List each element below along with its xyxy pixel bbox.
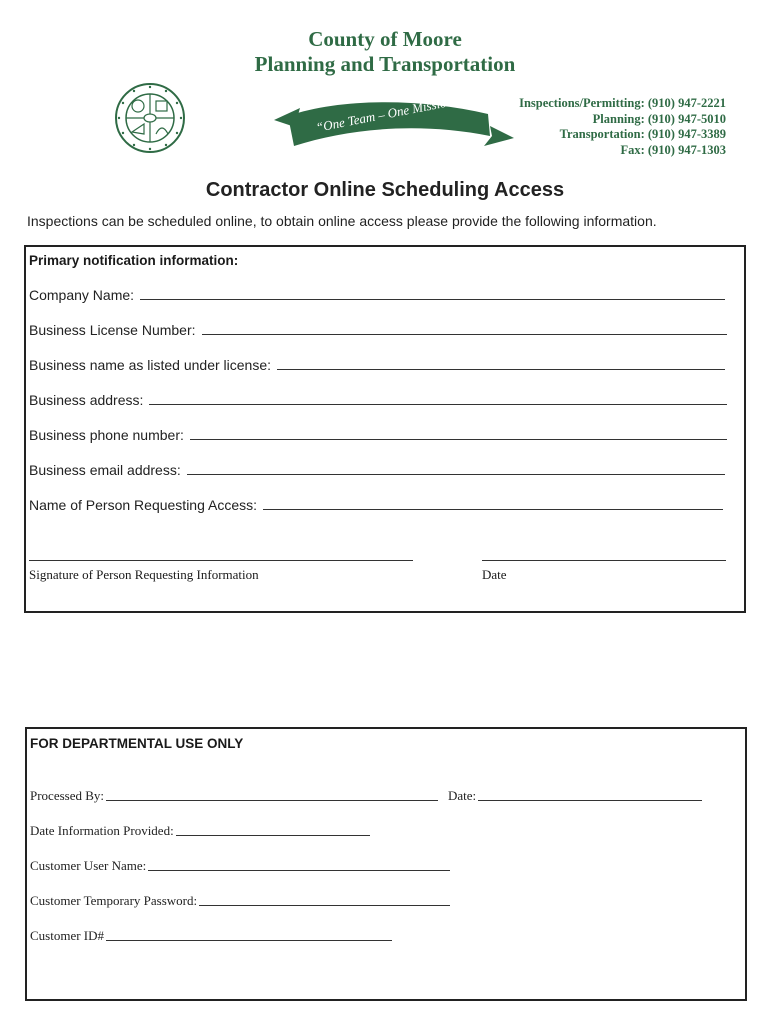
- customer-id-field[interactable]: [30, 928, 392, 944]
- company-name-label: Company Name:: [29, 287, 135, 303]
- contact-inspections: Inspections/Permitting: (910) 947-2221: [519, 96, 726, 110]
- business-phone-label: Business phone number:: [29, 427, 184, 443]
- org-name: County of Moore: [308, 27, 462, 51]
- business-name-field[interactable]: [29, 357, 725, 373]
- signature-label: Signature of Person Requesting Information: [29, 567, 259, 582]
- processed-by-label: Processed By:: [30, 788, 105, 803]
- signature-line[interactable]: [29, 560, 413, 561]
- business-name-label: Business name as listed under license:: [29, 357, 272, 373]
- contact-planning: Planning: (910) 947-5010: [592, 111, 726, 126]
- contact-transportation: Transportation: (910) 947-3389: [559, 127, 726, 142]
- contact-list: [519, 96, 726, 158]
- business-email-field[interactable]: [29, 462, 725, 478]
- processed-date-field[interactable]: [448, 788, 702, 804]
- requester-name-field[interactable]: [29, 497, 723, 513]
- temp-password-field[interactable]: [30, 893, 450, 909]
- company-name-field[interactable]: [29, 287, 725, 303]
- county-seal-icon: [114, 82, 186, 154]
- contact-fax: Fax: (910) 947-1303: [620, 142, 726, 157]
- business-address-label: Business address:: [29, 392, 144, 408]
- primary-info-box: [24, 245, 746, 613]
- departmental-box: [25, 727, 747, 1001]
- mission-banner: [270, 92, 518, 156]
- departmental-heading: FOR DEPARTMENTAL USE ONLY: [30, 736, 244, 751]
- requester-name-label: Name of Person Requesting Access:: [29, 497, 258, 513]
- business-phone-field[interactable]: [29, 427, 727, 443]
- user-name-label: Customer User Name:: [30, 858, 147, 873]
- primary-heading: Primary notification information:: [29, 253, 239, 268]
- signature-date-line[interactable]: [482, 560, 726, 561]
- date-provided-field[interactable]: [30, 823, 370, 839]
- temp-password-label: Customer Temporary Password:: [30, 893, 198, 908]
- mission-text: “One Team – One Mission”: [314, 92, 462, 135]
- processed-by-field[interactable]: [30, 788, 438, 804]
- org-department: Planning and Transportation: [254, 52, 516, 76]
- business-address-field[interactable]: [29, 392, 727, 408]
- user-name-field[interactable]: [30, 858, 450, 874]
- form-intro: Inspections can be scheduled online, to obtain online access please provide the following information.: [27, 213, 657, 229]
- date-provided-label: Date Information Provided:: [30, 823, 174, 838]
- processed-date-label: Date:: [448, 788, 477, 803]
- form-title: Contractor Online Scheduling Access: [205, 179, 565, 201]
- business-license-field[interactable]: [29, 322, 727, 338]
- signature-date-label: Date: [482, 567, 507, 582]
- business-email-label: Business email address:: [29, 462, 181, 478]
- customer-id-label: Customer ID#: [30, 928, 105, 943]
- business-license-label: Business License Number:: [29, 322, 196, 338]
